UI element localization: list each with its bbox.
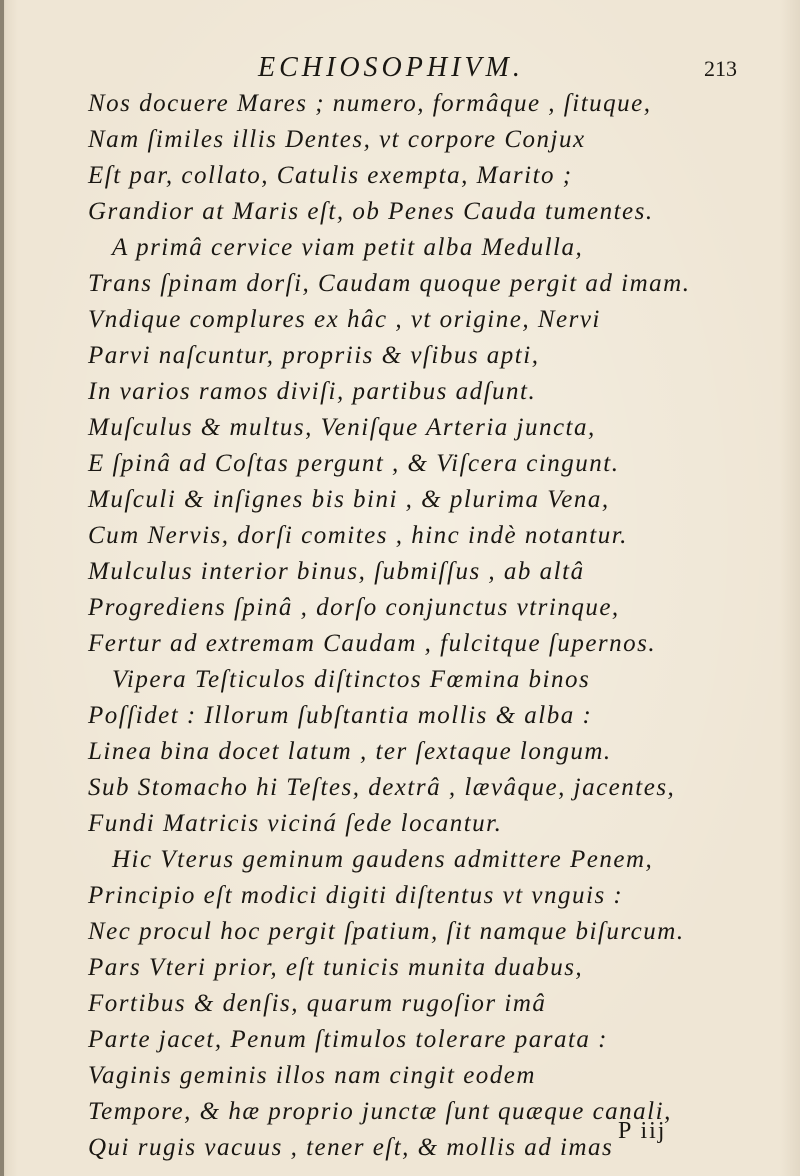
verse-line: Poſſidet : Illorum ſubſtantia mollis & alba : xyxy=(88,702,593,729)
verse-line: Nos docuere Mares ; numero, formâque , ſituque, xyxy=(88,90,652,117)
verse-line: Vipera Teſticulos diſtinctos Fœmina binos xyxy=(112,666,591,693)
running-title: ECHIOSOPHIVM. xyxy=(258,52,524,83)
page-number: 213 xyxy=(704,56,737,81)
verse-line: E ſpinâ ad Coſtas pergunt , & Viſcera cingunt. xyxy=(88,450,620,477)
verse-line: Mulculus interior binus, ſubmiſſus , ab altâ xyxy=(88,558,585,585)
verse-line: Tempore, & hæ proprio junctæ ſunt quæque canali, xyxy=(88,1098,672,1125)
verse-line: Progrediens ſpinâ , dorſo conjunctus vtrinque, xyxy=(88,594,620,621)
page-header xyxy=(0,52,800,88)
verse-line: Nam ſimiles illis Dentes, vt corpore Conjux xyxy=(88,126,586,153)
verse-line: Grandior at Maris eſt, ob Penes Cauda tumentes. xyxy=(88,198,654,225)
verse-line: Qui rugis vacuus , tener eſt, & mollis ad imas xyxy=(88,1134,614,1161)
verse-line: Muſculi & inſignes bis bini , & plurima Vena, xyxy=(88,486,610,513)
verse-line: Fortibus & denſis, quarum rugoſior imâ xyxy=(88,990,547,1017)
verse-line: A primâ cervice viam petit alba Medulla, xyxy=(112,234,584,261)
page-edge xyxy=(0,0,4,1176)
verse-line: Sub Stomacho hi Teſtes, dextrâ , lævâque, jacentes, xyxy=(88,774,676,801)
verse-line: Fertur ad extremam Caudam , fulcitque ſupernos. xyxy=(88,630,657,657)
verse-line: Eſt par, collato, Catulis exempta, Marito ; xyxy=(88,162,573,189)
verse-line: Parvi naſcuntur, propriis & vſibus apti, xyxy=(88,342,540,369)
verse-line: Trans ſpinam dorſi, Caudam quoque pergit ad imam. xyxy=(88,270,691,297)
verse-line: Linea bina docet latum , ter ſextaque longum. xyxy=(88,738,612,765)
verse-line: Muſculus & multus, Veniſque Arteria juncta, xyxy=(88,414,596,441)
verse-line: Pars Vteri prior, eſt tunicis munita duabus, xyxy=(88,954,584,981)
verse-line: Nec procul hoc pergit ſpatium, ſit namque biſurcum. xyxy=(88,918,685,945)
verse-line: Principio eſt modici digiti diſtentus vt vnguis : xyxy=(88,882,624,909)
verse-line: Hic Vterus geminum gaudens admittere Penem, xyxy=(112,846,654,873)
verse-line: Cum Nervis, dorſi comites , hinc indè notantur. xyxy=(88,522,628,549)
signature-mark: P iij xyxy=(618,1118,667,1144)
verse-line: Vndique complures ex hâc , vt origine, Nervi xyxy=(88,306,601,333)
verse-line: Fundi Matricis viciná ſede locantur. xyxy=(88,810,503,837)
verse-line: Parte jacet, Penum ſtimulos tolerare parata : xyxy=(88,1026,608,1053)
verse-line: In varios ramos diviſi, partibus adſunt. xyxy=(88,378,537,405)
verse-line: Vaginis geminis illos nam cingit eodem xyxy=(88,1062,536,1089)
